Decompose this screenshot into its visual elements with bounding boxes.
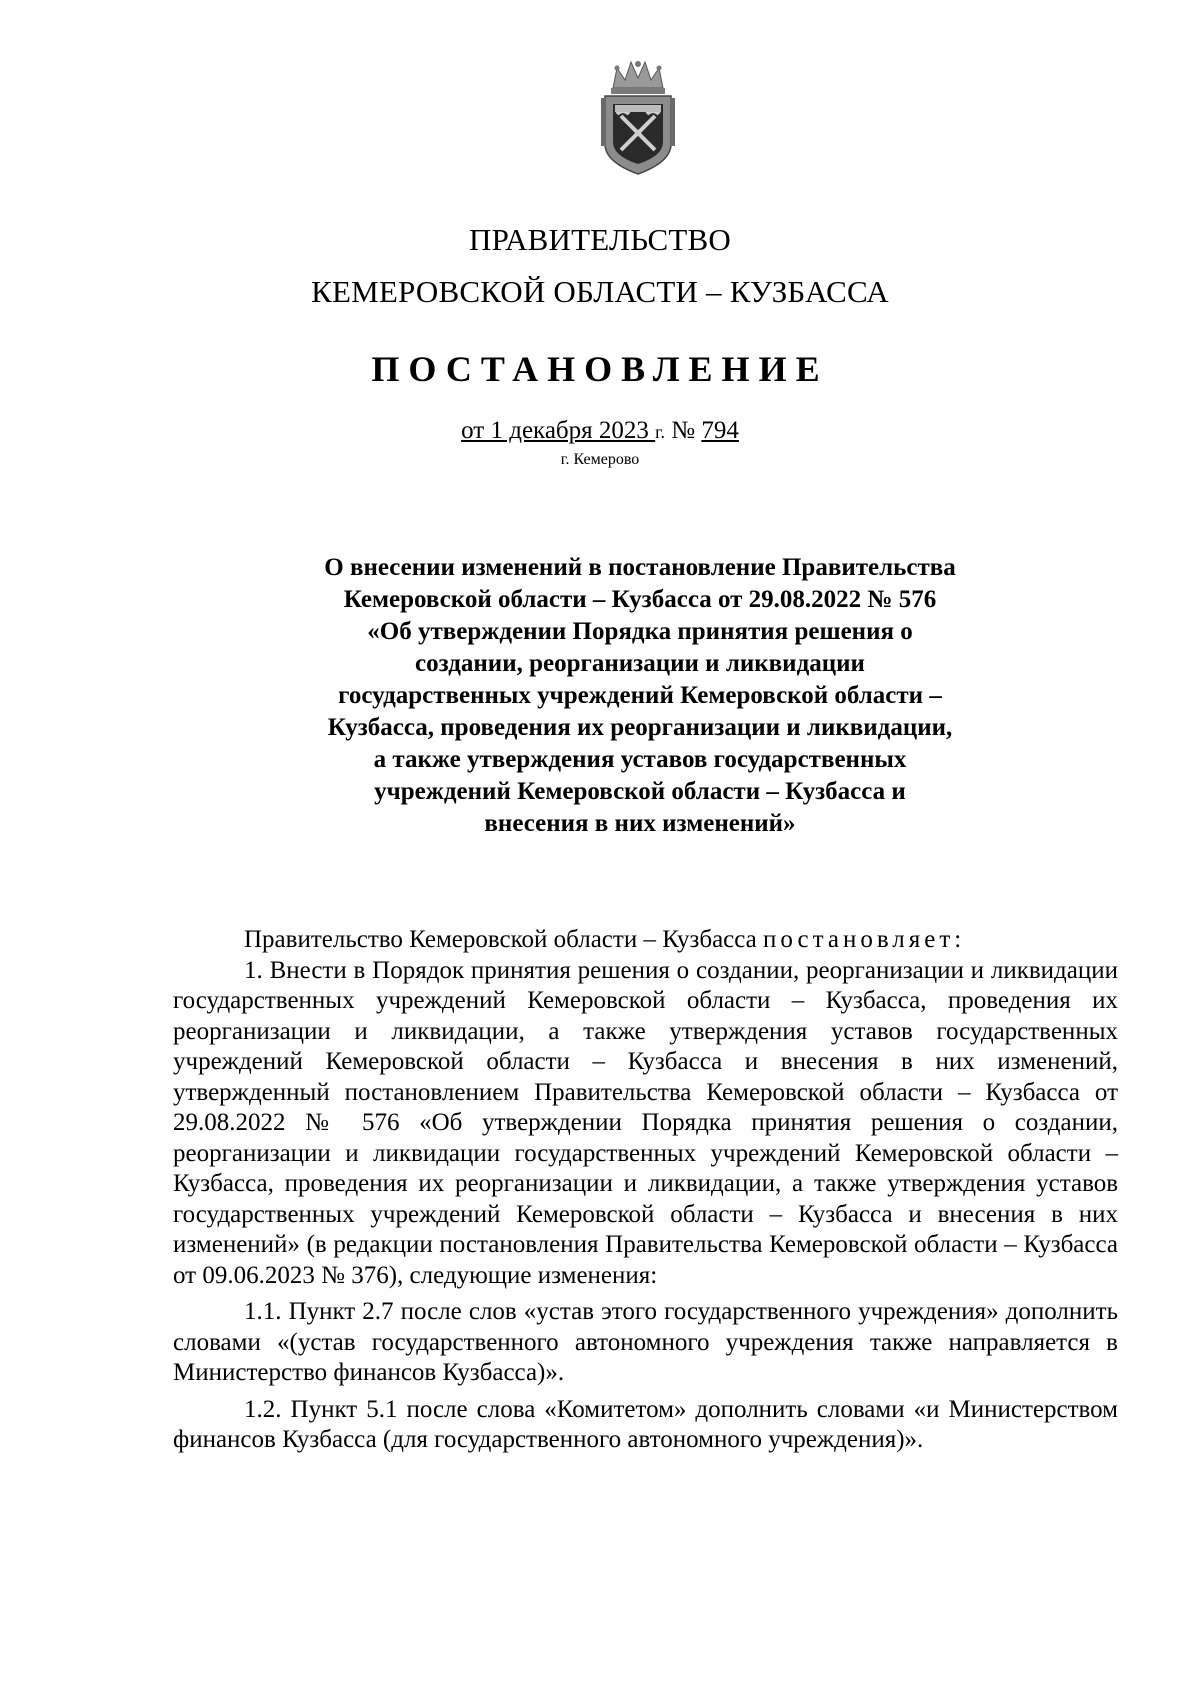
year-suffix: г. (655, 422, 665, 442)
org-name-line2: КЕМЕРОВСКОЙ ОБЛАСТИ – КУЗБАССА (311, 274, 889, 309)
title-line: Кемеровской области – Кузбасса от 29.08.2022 № 576 (343, 586, 937, 613)
title-line: а также утверждения уставов государственных (373, 746, 907, 773)
kemerovo-coat-of-arms-icon (595, 58, 681, 176)
document-body (173, 925, 1118, 1456)
document-number: 794 (701, 417, 739, 444)
document-city: г. Кемерово (560, 451, 640, 468)
title-line: Кузбасса, проведения их реорганизации и ликвидации, (327, 714, 953, 741)
number-sign: № (665, 417, 702, 444)
lead-paragraph (173, 925, 1118, 956)
title-line: О внесении изменений в постановление Правительства (324, 554, 956, 581)
lead-text: Правительство Кемеровской области – Кузбасса (244, 926, 764, 953)
title-line: создании, реорганизации и ликвидации (415, 650, 865, 677)
title-line: внесения в них изменений» (484, 810, 796, 837)
title-line: государственных учреждений Кемеровской области – (338, 682, 942, 709)
title-line: «Об утверждении Порядка принятия решения о (367, 618, 913, 645)
org-name-line1: ПРАВИТЕЛЬСТВО (469, 222, 731, 257)
title-line: учреждений Кемеровской области – Кузбасса и (374, 778, 906, 805)
lead-verb: постановляет: (763, 926, 966, 953)
document-date: от 1 декабря 2023 (461, 417, 656, 444)
paragraph-1-2: 1.2. Пункт 5.1 после слова «Комитетом» дополнить словами «и Министерством финансов Кузбасса (для государственного автономного учреждения)». (173, 1395, 1118, 1453)
date-number-line (0, 416, 1200, 447)
paragraph-1: 1. Внести в Порядок принятия решения о создании, реорганизации и ликвидации государственных учреждений Кемеровской области – Кузбасса, проведения их реорганизации и ликвидации, а также утверждения уставов государственных учреждений Кемеровской области – Кузбасса и внесения в них изменений, утвержденный постановлением Правительства Кемеровской области – Кузбасса от 29.08.2022 № 576 «Об утверждении Порядка принятия решения о создании, реорганизации и ликвидации государственных учреждений Кемеровской области – Кузбасса, проведения их реорганизации и ликвидации, а также утверждения уставов государственных учреждений Кемеровской области – Кузбасса и внесения в них изменений» (в редакции постановления Правительства Кемеровской области – Кузбасса от 09.06.2023 № 376), следующие изменения: (173, 956, 1118, 1289)
paragraph-1-1: 1.1. Пункт 2.7 после слов «устав этого государственного учреждения» дополнить словами «(устав государственного автономного учреждения также направляется в Министерство финансов Кузбасса)». (173, 1298, 1118, 1386)
document-title (260, 552, 1020, 840)
document-type: ПОСТАНОВЛЕНИЕ (371, 349, 829, 389)
